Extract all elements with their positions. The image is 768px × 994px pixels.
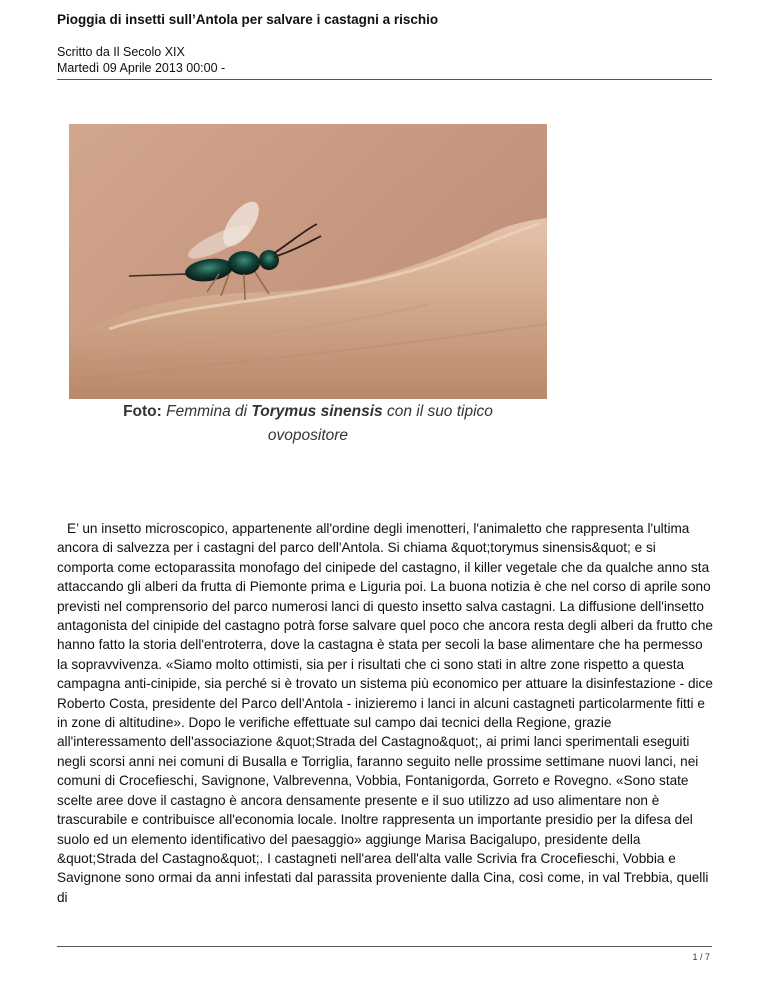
article-body — [57, 519, 713, 907]
caption-label: Foto: — [123, 403, 162, 420]
article-meta — [57, 44, 225, 76]
header-divider — [57, 79, 712, 80]
article-title: Pioggia di insetti sull’Antola per salvare i castagni a rischio — [57, 12, 439, 27]
photo-caption — [69, 400, 547, 448]
footer-divider — [57, 946, 712, 947]
caption-line-1: Foto: Femmina di Torymus sinensis con il suo tipico — [123, 403, 493, 420]
author-line: Scritto da Il Secolo XIX — [57, 45, 185, 59]
date-line: Martedì 09 Aprile 2013 00:00 - — [57, 61, 226, 75]
caption-species: Torymus sinensis — [251, 403, 383, 420]
insect-photo — [69, 124, 547, 399]
caption-line-2: ovopositore — [267, 427, 349, 444]
page-number: 1 / 7 — [692, 952, 710, 962]
article-text: E’ un insetto microscopico, appartenente all'ordine degli imenotteri, l'animaletto che rappresenta l'ultima ancora di salvezza per i castagni del parco dell'Antola. Si chiama &quot;torymus sinensis&quot; e si comporta come ectoparassita monofago del cinipede del castagno, il killer vegetale che da qualche anno sta attaccando gli alberi da frutta di Piemonte prima e Liguria poi. La buona notizia è che nel corso di aprile sono previsti nel comprensorio del parco numerosi lanci di questo insetto salva castagni. La diffusione dell'insetto antagonista del cinipide del castagno potrà forse salvare quel poco che ancora resta degli alberi da frutto che hanno fatto la storia dell'entroterra, dove la castagna è stata per secoli la base alimentare che ha permesso la sopravvivenza. «Siamo molto ottimisti, sia per i risultati che ci sono stati in altre zone rispetto a questa campagna anti-cinipide, sia perché si è trovato un sistema più economico per attuare la disinfestazione - dice Roberto Costa, presidente del Parco dell'Antola - inizieremo i lanci in alcuni castagneti particolarmente fitti e in zone di altitudine». Dopo le verifiche effettuate sul campo dai tecnici della Regione, grazie all'interessamento dell'associazione &quot;Strada del Castagno&quot;, ai primi lanci sperimentali eseguiti negli scorsi anni nei comuni di Busalla e Torriglia, faranno seguito nelle prossime settimane nuovi lanci, nei comuni di Crocefieschi, Savignone, Valbrevenna, Vobbia, Fontanigorda, Gorreto e Rovegno. «Sono state scelte aree dove il castagno è ancora densamente presente e il suo utilizzo ad uso alimentare non è trascurabile e contribuisce all'economia locale. Inoltre rappresenta un importante presidio per la difesa del suolo ed un elemento identificativo del paesaggio» aggiunge Marisa Bacigalupo, presidente della &quot;Strada del Castagno&quot;. I castagneti nell'area dell'alta valle Scrivia fra Crocefieschi, Vobbia e Savignone sono ormai da anni infestati dal parassita proveniente dalla Cina, così come, in val Trebbia, quelli di — [57, 521, 713, 905]
